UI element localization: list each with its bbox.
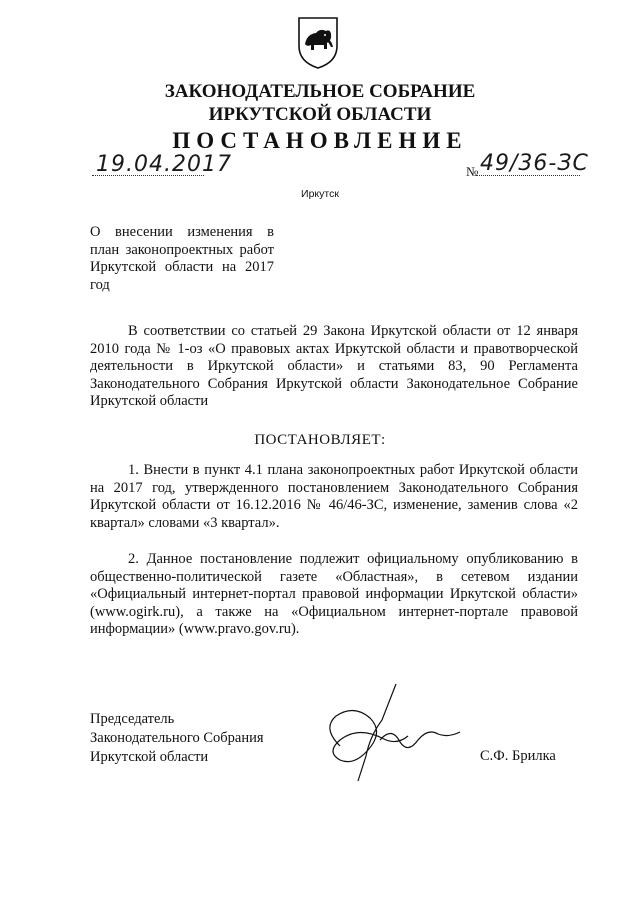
document-date: 19.04.2017 <box>96 152 232 177</box>
signatory-title <box>90 710 264 767</box>
document-number: 49/36-ЗС <box>480 151 589 176</box>
document-subject: О внесении изменения в план законопроектных работ Иркутской области на 2017 год <box>90 224 274 293</box>
organization-name-line1: ЗАКОНОДАТЕЛЬНОЕ СОБРАНИЕ <box>164 81 476 102</box>
document-type-title: ПОСТАНОВЛЕНИЕ <box>172 128 468 153</box>
preamble-paragraph: В соответствии со статьей 29 Закона Иркутской области от 12 января 2010 года № 1-оз «О правовых актах Иркутской области и правотворческой деятельности в Иркутской области» и статьями 83, 90 Регламента Законодательного Собрания Иркутской области Законодательное Собрание Иркутской области <box>90 323 578 409</box>
organization-name-line2: ИРКУТСКОЙ ОБЛАСТИ <box>208 104 432 125</box>
decree-item-1: 1. Внести в пункт 4.1 плана законопроектных работ Иркутской области на 2017 год, утвержденного постановлением Законодательного Собрания Иркутской области от 16.12.2016 № 46/46-ЗС, изменение, заменив слова «2 квартал» словами «3 квартал». <box>90 462 578 531</box>
decree-heading: ПОСТАНОВЛЯЕТ: <box>254 432 386 448</box>
signatory-title-line3: Иркутской области <box>90 749 209 765</box>
signatory-title-line2: Законодательного Собрания <box>90 730 264 746</box>
coat-of-arms-icon <box>296 14 340 70</box>
date-underline <box>92 175 204 176</box>
signatory-name: С.Ф. Брилка <box>480 748 556 764</box>
city-label: Иркутск <box>301 188 339 200</box>
number-prefix: № <box>466 164 479 179</box>
decree-item-2: 2. Данное постановление подлежит официальному опубликованию в общественно-политической газете «Областная», в сетевом издании «Официальный интернет-портал правовой информации Иркутской области» (www.ogirk.ru), а также на «Официальном интернет-портале правовой информации» (www.pravo.gov.ru). <box>90 551 578 637</box>
handwritten-signature <box>300 676 470 786</box>
number-underline <box>476 175 580 176</box>
signatory-title-line1: Председатель <box>90 711 175 727</box>
